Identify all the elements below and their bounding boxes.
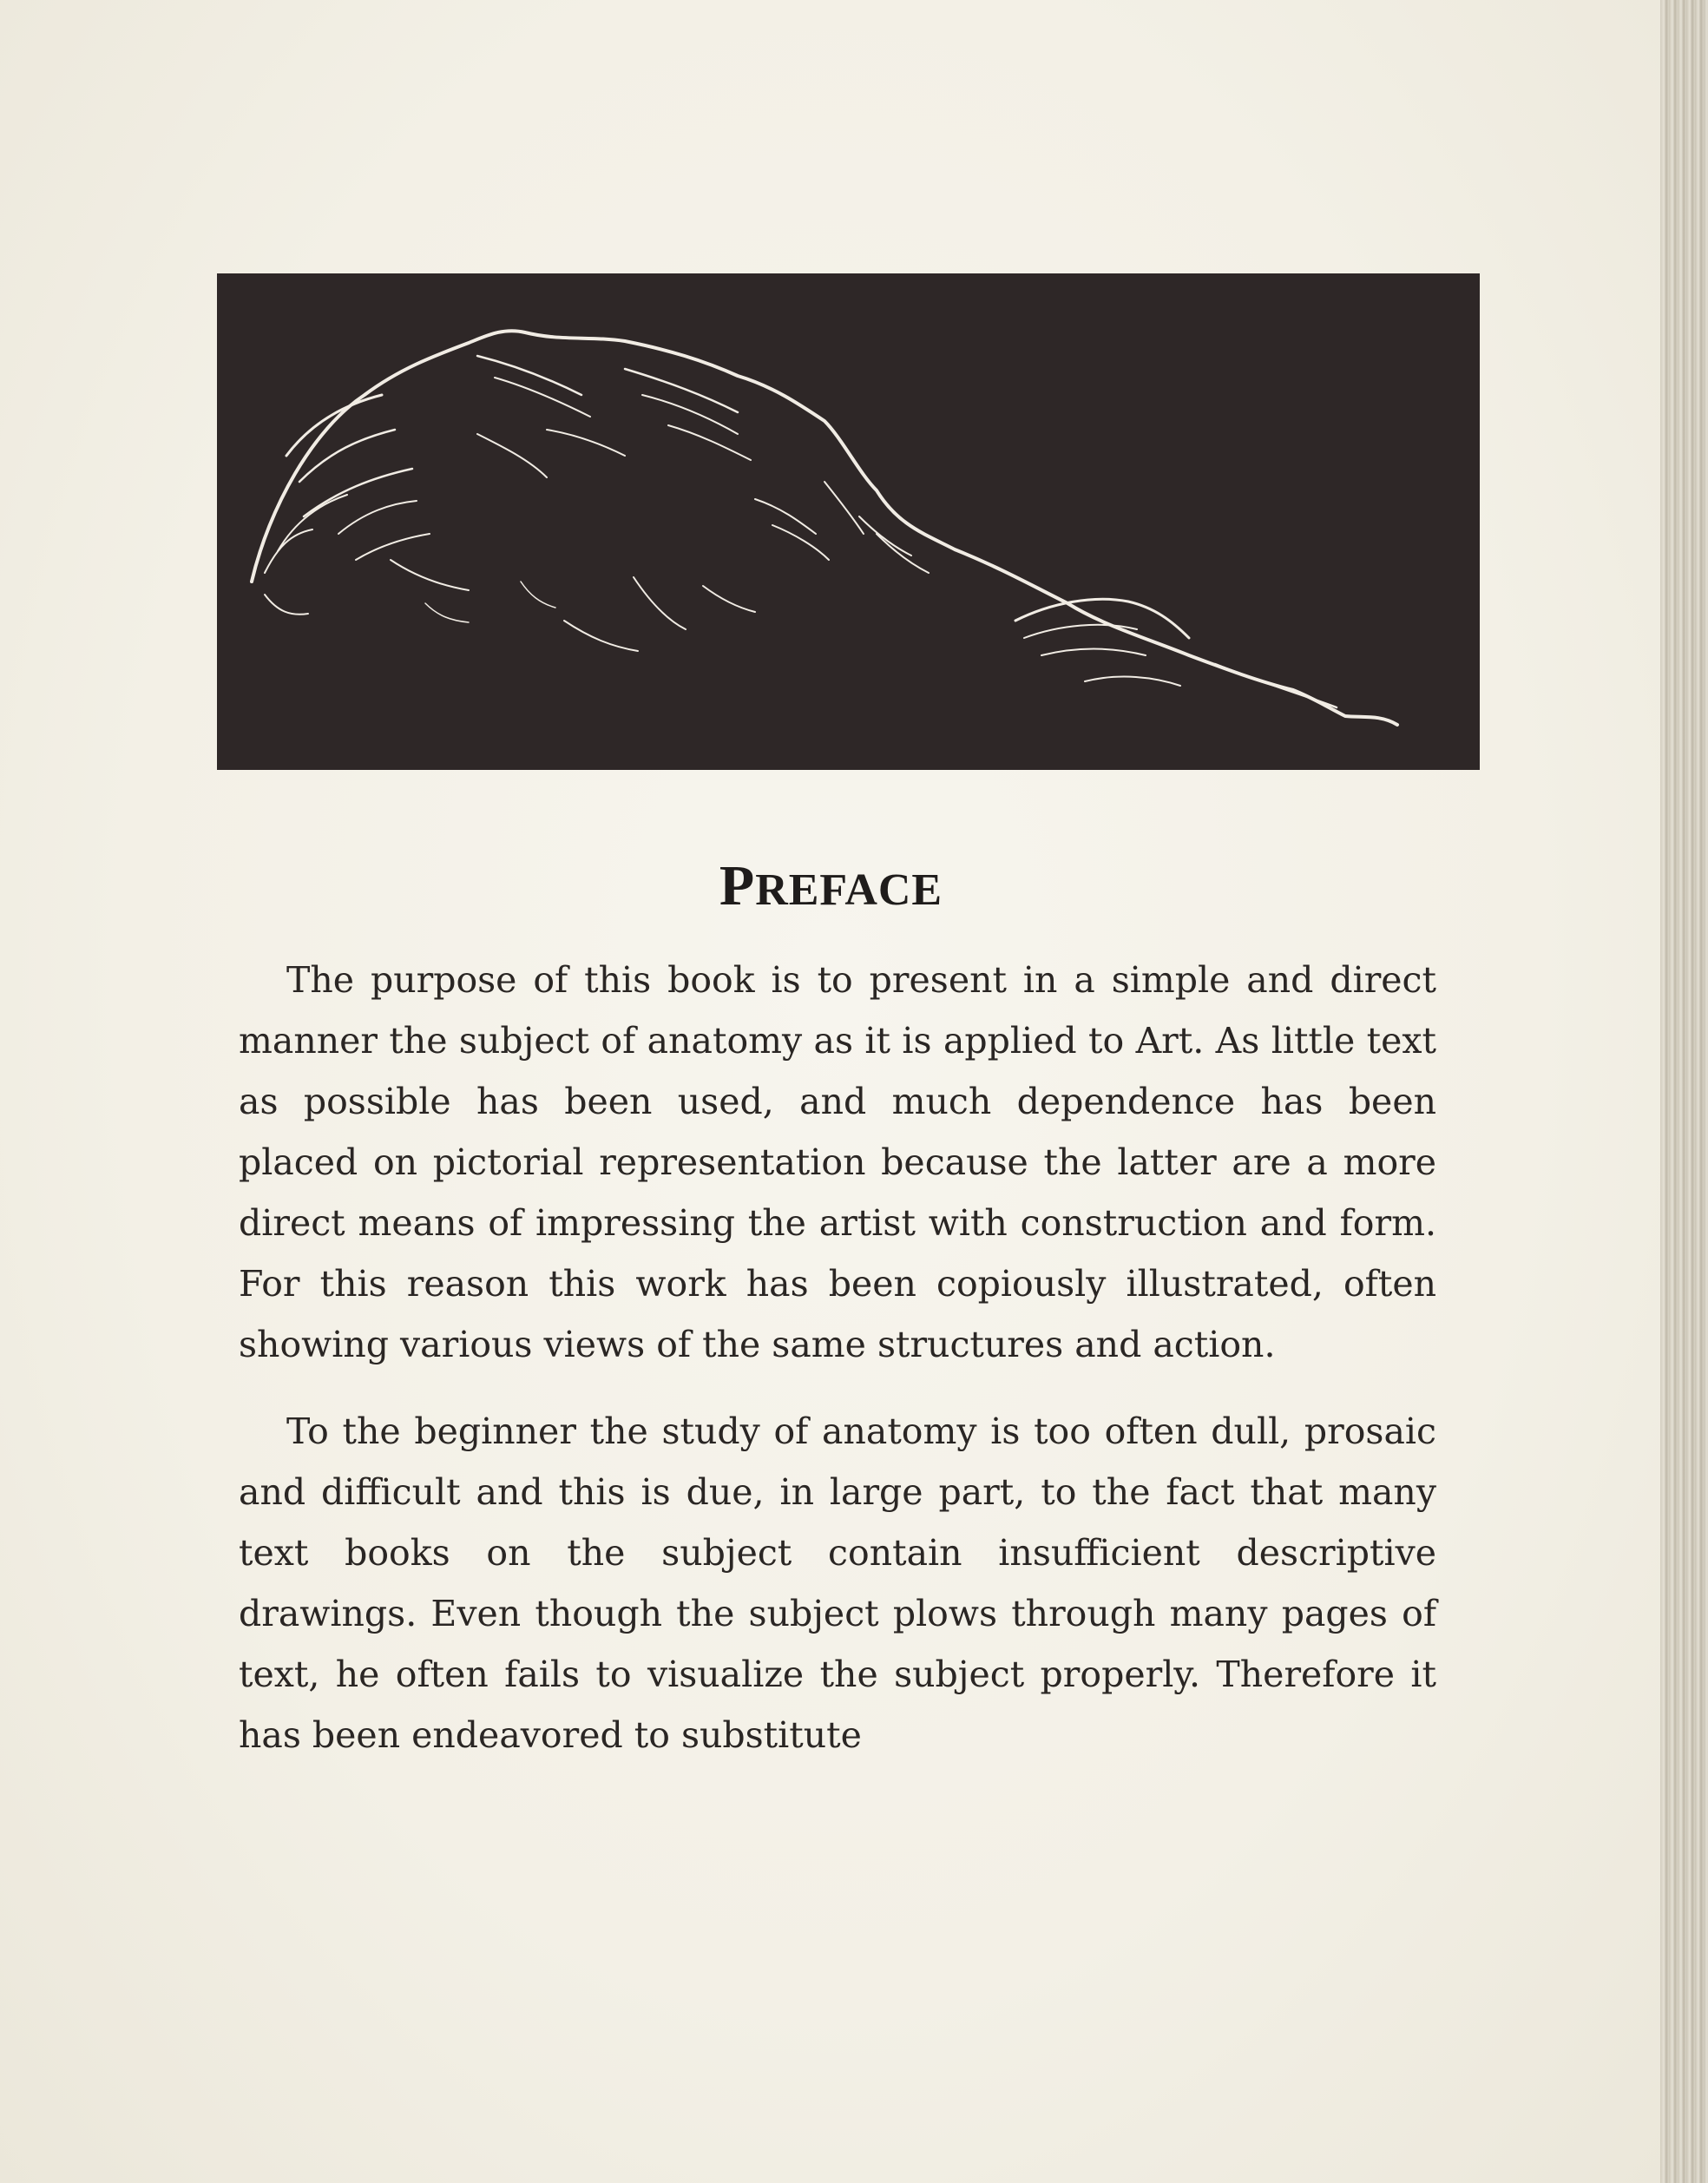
title-rest: REFACE [755, 865, 943, 915]
reclining-figure-illustration [217, 273, 1480, 770]
paragraph: The purpose of this book is to present in a simple and direct manner the subject of anatomy as it is applied to Art. As little text as possible has been used, and much dependence has been placed on pictorial representation because the latter are a more direct means of impressing the artist with construction and form. For this reason this work has been copiously illustrated, often showing various views of the same structures and action. [239, 959, 1436, 1365]
paragraph: To the beginner the study of anatomy is too often dull, prosaic and difficult and this is due, in large part, to the fact that many text books on the subject contain insufficient descriptive drawings. Even though the subject plows through many pages of text, he often fails to visualize the subject properly. Therefore it has been endeavored to substitute [239, 1410, 1436, 1756]
figure-line-drawing [217, 273, 1480, 770]
page-edge [1660, 0, 1708, 2183]
title-initial: P [719, 854, 756, 917]
page-title [0, 853, 1662, 919]
preface-body [239, 950, 1436, 1792]
